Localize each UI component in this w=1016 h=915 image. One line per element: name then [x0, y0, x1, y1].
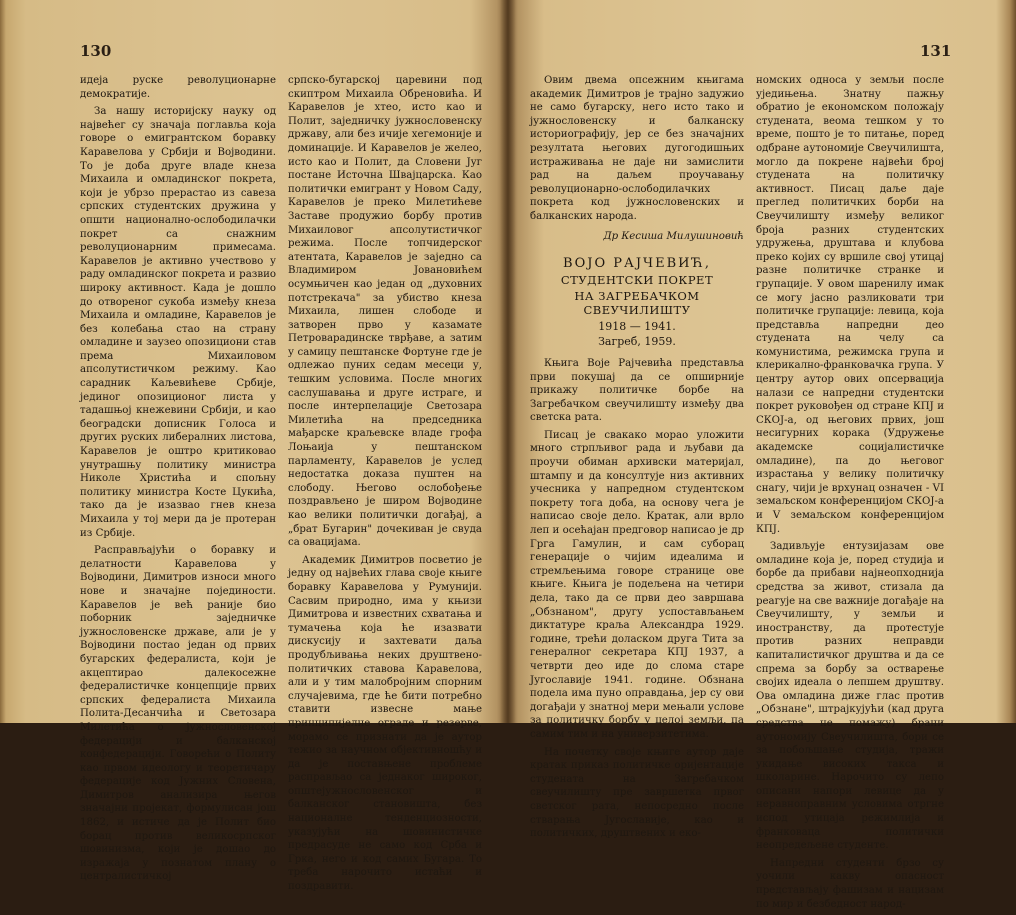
paragraph: Напредни студенти брзо су уочили какву опасност представљају фашизам и нацизам по мир и безбедност народ- [756, 857, 944, 910]
review-heading [530, 257, 744, 349]
paragraph: Овим двема опсежним књигама академик Димитров је трајно задужио не само бугарску, него исто тако и јужнословенску и балканску историографију, јер се без значајних резултата његових дугогодишњих истраживања не даје ни замислити рад на даљем проучавању револуционарно-ослободилачких покрета код јужнословенских и балканских народа. [530, 75, 744, 222]
review-author: ВОЈО РАЈЧЕВИЋ, [563, 256, 711, 272]
left-page-column-1 [80, 74, 276, 888]
review-title-line-1: СТУДЕНТСКИ ПОКРЕТ [560, 272, 714, 287]
review-place: Загреб, 1959. [598, 335, 676, 349]
paragraph: Задивљује ентузијазам ове омладине која је, поред студија и борбе да прибави најнеопходнија средства за живот, стизала да реагује на све важније догађаје на Свеучилишту, у земљи и иностранству, да протестује против разних неправди капиталистичког друштва и да се спрема за борбу за остварење својих идеала о лепшем друштву. Ова омладина диже глас против „Обзнане", штрајкујући (кад друга средства не помажу) брани аутономију Свеучилишта, бори се за побољшање студија, тражи укидање високих такса и школарине. Нарочито су лепо описани напори левице да у неравноправним условима отргне испод утицаја режимлија и франковаца политички неопредељене студенте. [756, 541, 944, 852]
review-title-line-2: НА ЗАГРЕБАЧКОМ СВЕУЧИЛИШТУ [574, 288, 700, 317]
paragraph: Расправљајући о боравку и делатности Каравелова у Војводини, Димитров износи много нове и значајне појединости. Каравелов је већ раније био поборник заједничке јужнословенске државе, али је у Војводини постао један од првих бугарских федералиста, који је акцептирао далекосежне федералистичке концепције првих српских федералиста Михаила Полита-Десанчића и Светозара Милетића о јужнословенској федерацији и балканској конфедерацији. Говорећи о Политу као првом идеологу и теоретичару федерације код Јужних Словена, Димитров анализира његов значајни пројекат, формулисан још 1862, и истиче да је Полит био борац против великосрпског шовинизма, који је дошао до изражаја у познатом плану о централистичкој [80, 545, 276, 883]
left-page-column-2 [288, 74, 482, 898]
right-page [508, 0, 1016, 910]
paragraph: Књига Воје Рајчевића представља први покушај да се опширније прикажу политичке борбе на Загребачком свеучилишту између два светска рата. [530, 357, 744, 424]
right-page-column-2 [756, 74, 944, 915]
paragraph: Писац је свакако морао уложити много стрпљивог рада и љубави да проучи обиман архивски материјал, штампу и да консултује низ активних учесника у напредном студентском покрету тога доба, на основу чега је написао своје дело. Кратак, али врло леп и осећајан предговор написао је др Грга Гамулин, и сам суборац генерације о чијим идеалима и стремљењима говоре странице ове књиге. Књига је подељена на четири дела, тако да се први део завршава „Обзнаном", другу успостављањем диктатуре краља Александра 1929. године, трећи доласком друга Тита за генералног секретара КПЈ 1937, а четврти део иде до слома старе Југославије 1941. године. Обзнана подела има пуно оправдања, јер су ови догађаји у знатној мери мењали услове за политичку борбу у целој земљи, па самим тим и на универзитетима. [530, 429, 744, 740]
paragraph: На почетку своје књиге аутор даје кратак приказ политичке оријентације студената на Загребачком свеучилишту пре завршетка првог светског рата, непосредно после стварања Југославије, као и политичких, друштвених и еко- [530, 746, 744, 840]
review-years: 1918 — 1941. [598, 319, 676, 333]
signature: Др Кесиша Милушиновић [603, 230, 744, 242]
paragraph: идеја руске револуционарне демократије. [80, 75, 276, 100]
right-page-column-1 [530, 74, 744, 845]
paragraph: српско-бугарској царевини под скиптром Михаила Обреновића. И Каравелов је хтео, исто као и Полит, заједничку јужнословенску државу, али без ичије хегемоније и доминације. И Каравелов је желео, исто као и Полит, да Словени Југ постане Источна Швајцарска. Као политички емигрант у Новом Саду, Каравелов је преко Милетићеве Заставе продужио борбу против Михаиловог апсолутистичког режима. После топчидерског атентата, Каравелов је заједно са Владимиром Јовановићем осумњичен као један од „духовних потстрекача" за убиство кнеза Михаила, лишен слободе и затворен прво у казамате Петроварадинске тврђаве, а затим у самицу пештанске Фортуне где је одлежао пуних седам месеци у, тешким условима. После многих саслушавања и друге истраге, и после интерпелације Светозара Милетића на председника мађарске краљевске владе грофа Лоњаија у пештанском парламенту, Каравелов је услед недостатка доказа пуштен на слободу. Његово ослобођење поздрављено је широм Војводине као велики политички догађај, а „брат Бугарин" дочекиван је свуда са овацијама. [288, 75, 482, 549]
page-number-right: 131 [920, 42, 952, 60]
left-page [0, 0, 508, 893]
paragraph: Академик Димитров посветио је једну од највећих глава своје књиге боравку Каравелова у Румунији. Сасвим природно, има у књизи Димитрова и известних схватања и тумачења која ће изазвати дискусију и захтевати даља продубљивања неких друштвено-политичких ставова Каравелова, али и у тим малобројним спорним случајевима, где ће бити потребно ставити извесне мање принципијелне ограде и резерве, морамо се признати да је аутор тежио за научном објективношћу и да је поставњене проблеме расправљао са једнаког широког, општејужнословенског и балканског становишта, без националне тенденциозности, указујући на шовинистичке предрасуде не само код Срба и Грка, него и код самих Бугара. То треба нарочито истаћи и поздравити. [288, 554, 482, 893]
paragraph: номских односа у земљи после уједињења. Знатну пажњу обратио је економском положају студената, веома тешком у то време, пошто је то питање, поред одбране аутономије Свеучилишта, могло да покрене највећи број студената на политичку активност. Писац даље даје преглед политичких борби на Свеучилишту између великог броја разних студентских удружења, друштава и клубова преко којих су вршиле свој утицај разне политичке странке и групације. У овом шаренилу имак се могу јасно разликовати три политичке групације: левица, која представља напредни део студената на челу са комунистима, режимска група и клерикално-франковачка група. У центру аутор ових опсервација налази се напредни студентски покрет руковођен од стране КПЈ и СКОЈ-а, од његових првих, још несигурних корака (Удружење академске социјалистичке омладине), па до његовог израстања у велику политичку снагу, чији је врхунац означен - VI земаљском конференцијом СКОЈ-а и V земаљском конференцијом КПЈ. [756, 75, 944, 535]
page-number-left: 130 [80, 42, 112, 60]
book-gutter [500, 0, 516, 723]
paragraph: За нашу историјску науку од највећег су значаја поглавља која говоре о емигрантском боравку Каравелова у Србији и Војводини. То је доба друге владе кнеза Михаила и омладинског покрета, који је убрзо прерастао из савеза српских студентских дружина у општи национално-ослободилачки покрет са снажним револуционарним примесама. Каравелов је активно учествово у раду омладинског покрета и развио широку активност. Када је дошло до отвореног сукоба између кнеза Михаила и омладине, Каравелов је без колебања стао на страну омладине и заузео опозициони став према Михаиловом апсолутистичком режиму. Као сарадник Каљевићеве Србије, јединог опозиционог листа у тадашњој кнежевини Србији, и као београдски дописник Голоса и других руских либералних листова, Каравелов је оштро критиковао унутрашњу политику министра Николе Христића и спољну политику министра Косте Цукића, тако да је изазвао гнев кнеза Михаила у тој мери да је протеран из Србије. [80, 106, 276, 539]
